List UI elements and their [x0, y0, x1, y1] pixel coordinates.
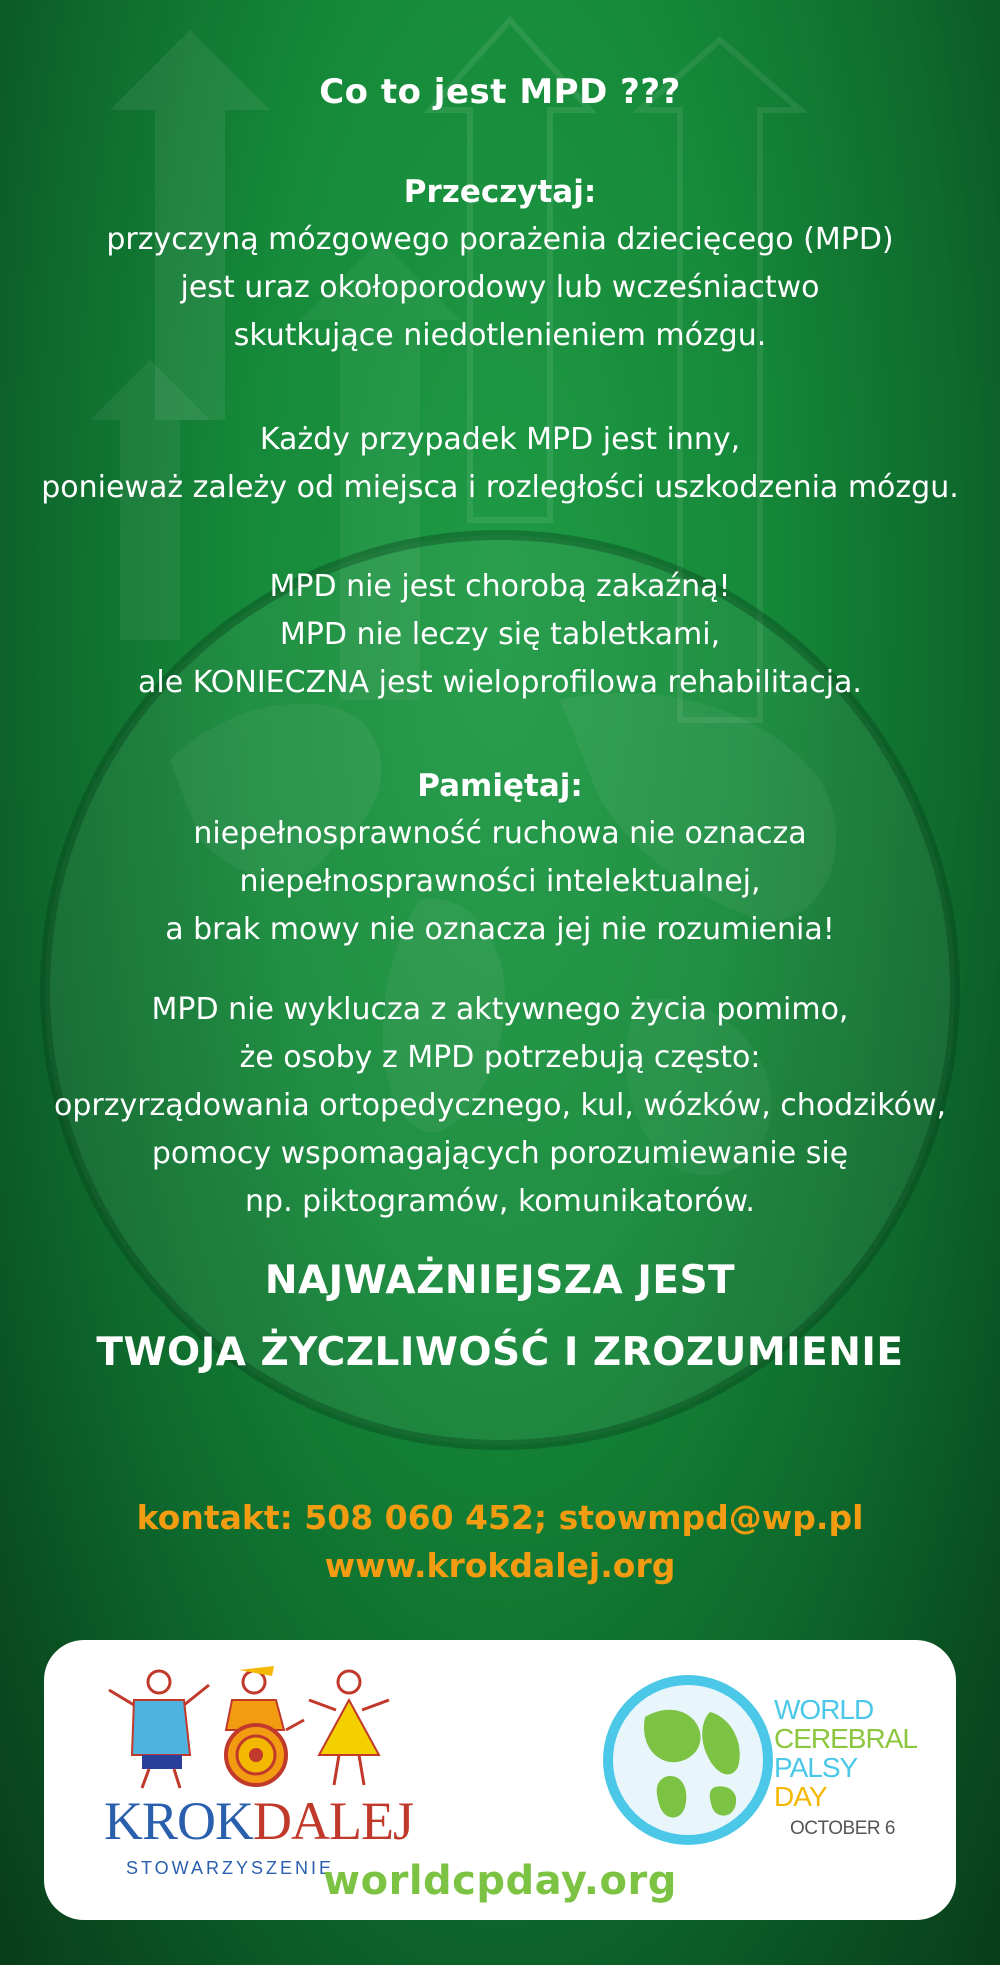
- section-remember: [0, 762, 1000, 954]
- contact-website-link[interactable]: www.krokdalej.org: [324, 1546, 676, 1585]
- section-heading: Przeczytaj:: [403, 174, 597, 210]
- text-line: niepełnosprawności intelektualnej,: [239, 864, 761, 899]
- text-line: ale KONIECZNA jest wieloprofilowa rehabilitacja.: [138, 665, 862, 700]
- text-line: a brak mowy nie oznacza jej nie rozumienia!: [165, 912, 835, 947]
- text-line: że osoby z MPD potrzebują często:: [239, 1040, 761, 1075]
- text-line: Każdy przypadek MPD jest inny,: [259, 422, 741, 457]
- section-heading: Pamiętaj:: [417, 768, 583, 804]
- page-title: Co to jest MPD ???: [319, 72, 681, 112]
- world-cp-day-website-link[interactable]: worldcpday.org: [323, 1858, 677, 1904]
- text-line: MPD nie jest chorobą zakaźną!: [269, 569, 731, 604]
- text-line: MPD nie wyklucza z aktywnego życia pomimo,: [151, 992, 849, 1027]
- world-cp-globe-icon: [600, 1672, 776, 1848]
- krok-dalej-logo-subtitle: STOWARZYSZENIE: [126, 1858, 335, 1878]
- footer-logos-panel: [44, 1640, 956, 1920]
- children-figures-icon: [104, 1660, 394, 1795]
- world-cp-day-date: OCTOBER 6: [790, 1818, 895, 1839]
- section-each-case: [0, 416, 1000, 512]
- text-line: przyczyną mózgowego porażenia dziecięcego (MPD): [106, 222, 894, 257]
- text-line: ponieważ zależy od miejsca i rozległości uszkodzenia mózgu.: [41, 470, 959, 505]
- section-active-life: [0, 986, 1000, 1226]
- slogan-line-2: TWOJA ŻYCZLIWOŚĆ I ZROZUMIENIE: [96, 1330, 904, 1375]
- slogan-line-1: NAJWAŻNIEJSZA JEST: [264, 1258, 736, 1303]
- text-line: jest uraz okołoporodowy lub wcześniactwo: [180, 270, 820, 305]
- text-line: skutkujące niedotlenieniem mózgu.: [233, 318, 767, 353]
- text-line: niepełnosprawność ruchowa nie oznacza: [193, 816, 807, 851]
- text-line: oprzyrządowania ortopedycznego, kul, wózków, chodzików,: [53, 1088, 947, 1123]
- contact-phone-email: kontakt: 508 060 452; stowmpd@wp.pl: [136, 1498, 864, 1537]
- text-line: MPD nie leczy się tabletkami,: [279, 617, 721, 652]
- krok-dalej-logo-title: KROKDALEJ: [104, 1791, 413, 1851]
- section-read: [0, 168, 1000, 360]
- contact-info: [0, 1494, 1000, 1590]
- section-not-contagious: [0, 563, 1000, 707]
- world-cp-day-logo-text: WORLD CEREBRAL PALSY DAY: [774, 1694, 917, 1812]
- text-line: np. piktogramów, komunikatorów.: [245, 1184, 755, 1219]
- text-line: pomocy wspomagających porozumiewanie się: [151, 1136, 849, 1171]
